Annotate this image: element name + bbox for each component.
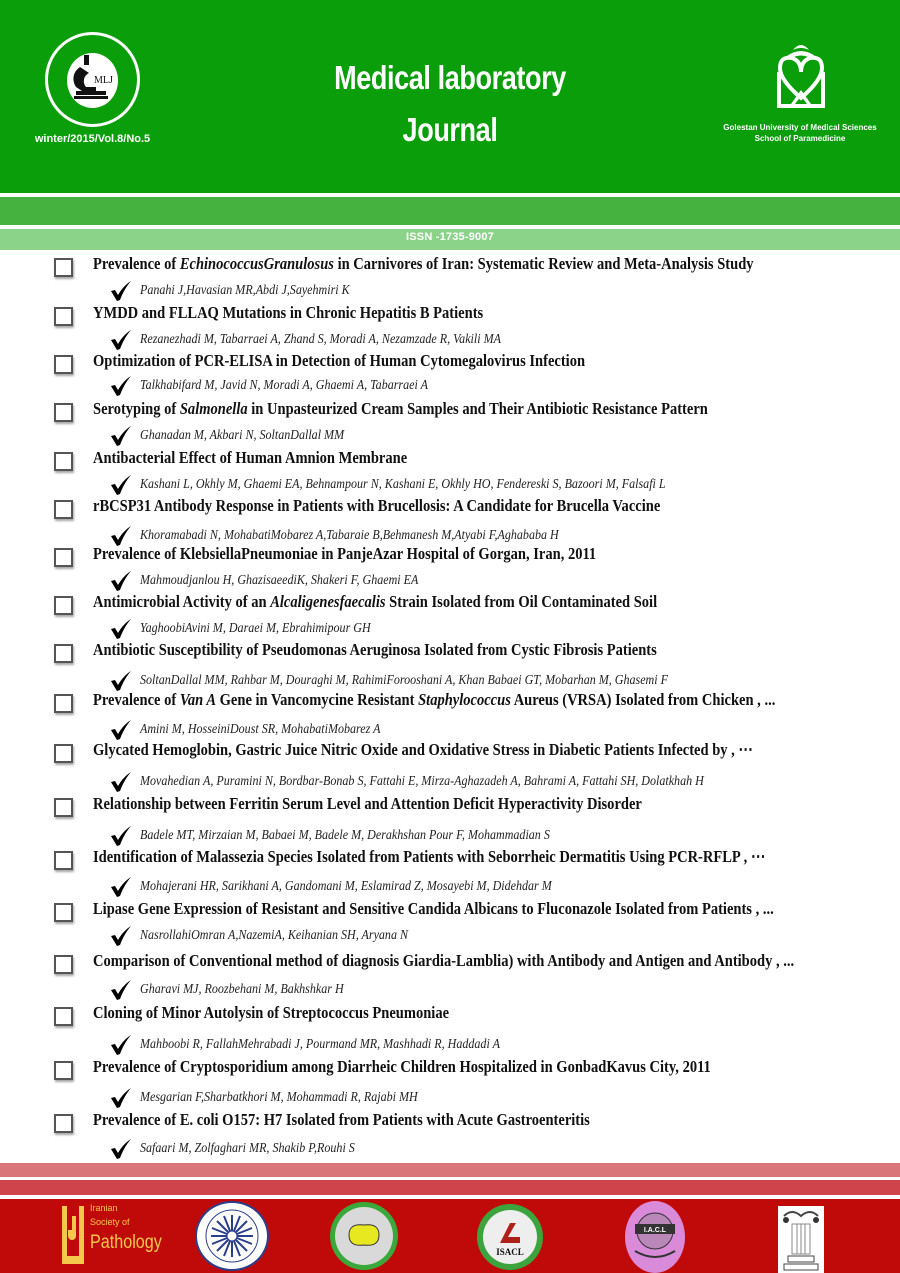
article-title-text: Serotyping of bbox=[93, 399, 180, 418]
article-title[interactable] bbox=[93, 847, 765, 867]
journal-logo bbox=[45, 32, 140, 127]
article-authors: Mahboobi R, FallahMehrabadi J, Pourmand MR, Mashhadi R, Haddadi A bbox=[140, 1037, 500, 1052]
checkmark-icon bbox=[110, 671, 132, 691]
checkmark-icon bbox=[110, 526, 132, 546]
article-title-text: Antibacterial Effect of Human Amnion Membrane bbox=[93, 448, 408, 467]
footer-band-pink bbox=[0, 1163, 900, 1177]
university-name bbox=[700, 122, 900, 144]
article-title[interactable] bbox=[93, 1110, 590, 1130]
journal-title-line1: Medical laboratory bbox=[334, 59, 566, 96]
society-line1: Iranian bbox=[90, 1203, 118, 1213]
society-line3: Pathology bbox=[90, 1232, 162, 1253]
green-wreath-seal-icon bbox=[327, 1201, 401, 1271]
article-title[interactable] bbox=[93, 899, 774, 919]
article-authors: SoltanDallal MM, Rahbar M, Douraghi M, RahimiForooshani A, Khan Babaei GT, Mobarhan M, Ghasemi F bbox=[140, 673, 668, 688]
article-checkbox[interactable] bbox=[54, 644, 73, 663]
microscope-icon bbox=[48, 35, 143, 130]
article-title[interactable] bbox=[93, 1057, 711, 1077]
article-title-text: Relationship between Ferritin Serum Level and Attention Deficit Hyperactivity Disorder bbox=[93, 794, 642, 813]
article-title-italic: Van A bbox=[179, 690, 217, 709]
checkmark-icon bbox=[110, 281, 132, 301]
article-authors: Mahmoudjanlou H, GhazisaeediK, Shakeri F, Ghaemi EA bbox=[140, 573, 419, 588]
article-title-text: Lipase Gene Expression of Resistant and Sensitive Candida Albicans to Fluconazole Isolated from Patients , ... bbox=[93, 899, 774, 918]
article-title-italic: EchinococcusGranulosus bbox=[179, 254, 334, 273]
article-title[interactable] bbox=[93, 592, 657, 612]
checkmark-icon bbox=[110, 475, 132, 495]
checkmark-icon bbox=[110, 1088, 132, 1108]
article-title[interactable] bbox=[93, 544, 596, 564]
article-checkbox[interactable] bbox=[54, 1007, 73, 1026]
article-title[interactable] bbox=[93, 351, 585, 371]
article-checkbox[interactable] bbox=[54, 744, 73, 763]
article-title-text: in Carnivores of Iran: Systematic Review and Meta-Analysis Study bbox=[333, 254, 754, 273]
article-checkbox[interactable] bbox=[54, 851, 73, 870]
article-title-text: Strain Isolated from Oil Contaminated Soil bbox=[385, 592, 658, 611]
header-band bbox=[0, 197, 900, 225]
article-authors: Talkhabifard M, Javid N, Moradi A, Ghaemi A, Tabarraei A bbox=[140, 378, 428, 393]
article-checkbox[interactable] bbox=[54, 307, 73, 326]
article-title-text: Antimicrobial Activity of an bbox=[93, 592, 271, 611]
article-authors: Rezanezhadi M, Tabarraei A, Zhand S, Moradi A, Nezamzade R, Vakili MA bbox=[140, 332, 501, 347]
article-title-text: Comparison of Conventional method of diagnosis Giardia-Lamblia) with Antibody and Antigen and Antibody , ... bbox=[93, 951, 795, 970]
checkmark-icon bbox=[110, 980, 132, 1000]
article-title[interactable] bbox=[93, 951, 794, 971]
checkmark-icon bbox=[110, 826, 132, 846]
society-line2: Society of bbox=[90, 1217, 130, 1227]
article-title-text: Aureus (VRSA) Isolated from Chicken , ... bbox=[510, 690, 776, 709]
checkmark-icon bbox=[110, 426, 132, 446]
article-title-text: Cloning of Minor Autolysin of Streptococcus Pneumoniae bbox=[93, 1003, 450, 1022]
iacl-seal bbox=[625, 1201, 685, 1273]
article-title[interactable] bbox=[93, 1003, 449, 1023]
article-title-text: Prevalence of bbox=[93, 690, 180, 709]
article-title[interactable] bbox=[93, 303, 483, 323]
university-logo-icon bbox=[775, 42, 827, 112]
iranian-society-of-pathology-logo bbox=[62, 1201, 162, 1271]
article-authors: Mohajerani HR, Sarikhani A, Gandomani M, Eslamirad Z, Mosayebi M, Didehdar M bbox=[140, 879, 552, 894]
article-checkbox[interactable] bbox=[54, 798, 73, 817]
checkmark-icon bbox=[110, 877, 132, 897]
article-title-italic: Staphylococcus bbox=[418, 690, 511, 709]
article-authors: Amini M, HosseiniDoust SR, MohabatiMobarez A bbox=[140, 722, 381, 737]
iacl-seal-icon bbox=[625, 1201, 685, 1273]
sunburst-seal-icon bbox=[197, 1203, 267, 1269]
university-line1: Golestan University of Medical Sciences bbox=[723, 123, 877, 132]
issue-info: winter/2015/Vol.8/No.5 bbox=[34, 133, 151, 145]
article-title-text: Prevalence of E. coli O157: H7 Isolated from Patients with Acute Gastroenteritis bbox=[93, 1110, 590, 1129]
article-checkbox[interactable] bbox=[54, 258, 73, 277]
article-title[interactable] bbox=[93, 690, 775, 710]
svg-text:ISACL: ISACL bbox=[496, 1247, 524, 1257]
checkmark-icon bbox=[110, 619, 132, 639]
checkmark-icon bbox=[110, 330, 132, 350]
article-title-text: YMDD and FLLAQ Mutations in Chronic Hepatitis B Patients bbox=[93, 303, 484, 322]
checkmark-icon bbox=[110, 1035, 132, 1055]
article-authors: Khoramabadi N, MohabatiMobarez A,Tabaraie B,Behmanesh M,Atyabi F,Aghababa H bbox=[140, 528, 559, 543]
article-authors: Panahi J,Havasian MR,Abdi J,Sayehmiri K bbox=[140, 283, 350, 298]
article-checkbox[interactable] bbox=[54, 1061, 73, 1080]
article-title[interactable] bbox=[93, 496, 660, 516]
article-checkbox[interactable] bbox=[54, 903, 73, 922]
article-authors: Movahedian A, Puramini N, Bordbar-Bonab S, Fattahi E, Mirza-Aghazadeh A, Bahrami A, Fattahi SH, Dolatkhah H bbox=[140, 774, 704, 789]
article-title-italic: Alcaligenesfaecalis bbox=[270, 592, 386, 611]
article-title-text: Antibiotic Susceptibility of Pseudomonas Aeruginosa Isolated from Cystic Fibrosis Patients bbox=[93, 640, 657, 659]
column-logo-icon bbox=[778, 1206, 824, 1273]
article-checkbox[interactable] bbox=[54, 355, 73, 374]
checkmark-icon bbox=[110, 376, 132, 396]
checkmark-icon bbox=[110, 1139, 132, 1159]
article-title-text: Prevalence of bbox=[93, 254, 180, 273]
article-checkbox[interactable] bbox=[54, 403, 73, 422]
university-line2: School of Paramedicine bbox=[754, 134, 846, 143]
article-authors: Badele MT, Mirzaian M, Babaei M, Badele M, Derakhshan Pour F, Mohammadian S bbox=[140, 828, 550, 843]
isacl-seal bbox=[473, 1203, 547, 1271]
article-authors: Mesgarian F,Sharbatkhori M, Mohammadi R, Rajabi MH bbox=[140, 1090, 418, 1105]
article-title-text: Glycated Hemoglobin, Gastric Juice Nitric Oxide and Oxidative Stress in Diabetic Patients Infected by , ⋯ bbox=[93, 740, 753, 759]
checkmark-icon bbox=[110, 720, 132, 740]
article-authors: Kashani L, Okhly M, Ghaemi EA, Behnampour N, Kashani E, Okhly HO, Fendereski S, Bazoori M, Falsafi L bbox=[140, 477, 666, 492]
svg-text:I.A.C.L: I.A.C.L bbox=[643, 1227, 667, 1234]
article-title-text: Prevalence of KlebsiellaPneumoniae in PanjeAzar Hospital of Gorgan, Iran, 2011 bbox=[93, 544, 597, 563]
article-title[interactable] bbox=[93, 399, 708, 419]
issn: ISSN -1735-9007 bbox=[406, 231, 494, 243]
article-title-italic: Salmonella bbox=[179, 399, 248, 418]
article-title[interactable] bbox=[93, 448, 407, 468]
article-title-text: Gene in Vancomycine Resistant bbox=[216, 690, 419, 709]
article-checkbox[interactable] bbox=[54, 694, 73, 713]
article-title-text: Prevalence of Cryptosporidium among Diarrheic Children Hospitalized in GonbadKavus City, 2011 bbox=[93, 1057, 711, 1076]
article-title[interactable] bbox=[93, 640, 657, 660]
article-title-text: Optimization of PCR-ELISA in Detection of Human Cytomegalovirus Infection bbox=[93, 351, 586, 370]
article-checkbox[interactable] bbox=[54, 500, 73, 519]
article-checkbox[interactable] bbox=[54, 596, 73, 615]
footer-band-red bbox=[0, 1180, 900, 1195]
pathology-mark-icon bbox=[62, 1206, 84, 1264]
article-title[interactable] bbox=[93, 794, 642, 814]
article-title-text: Identification of Malassezia Species Isolated from Patients with Seborrheic Dermatitis Using PCR-RFLP , ⋯ bbox=[93, 847, 766, 866]
article-checkbox[interactable] bbox=[54, 955, 73, 974]
checkmark-icon bbox=[110, 926, 132, 946]
article-checkbox[interactable] bbox=[54, 452, 73, 471]
article-title-text: rBCSP31 Antibody Response in Patients with Brucellosis: A Candidate for Brucella Vaccine bbox=[93, 496, 661, 515]
svg-text:MLJ: MLJ bbox=[94, 75, 113, 86]
checkmark-icon bbox=[110, 772, 132, 792]
article-authors: Ghanadan M, Akbari N, SoltanDallal MM bbox=[140, 428, 345, 443]
article-checkbox[interactable] bbox=[54, 548, 73, 567]
article-title[interactable] bbox=[93, 254, 754, 274]
journal-title bbox=[286, 52, 614, 156]
journal-title-line2: Journal bbox=[402, 111, 498, 148]
article-checkbox[interactable] bbox=[54, 1114, 73, 1133]
article-authors: Gharavi MJ, Roozbehani M, Bakhshkar H bbox=[140, 982, 344, 997]
article-title[interactable] bbox=[93, 740, 753, 760]
checkmark-icon bbox=[110, 571, 132, 591]
article-authors: NasrollahiOmran A,NazemiA, Keihanian SH, Aryana N bbox=[140, 928, 409, 943]
iranian-society-of-parasitology-seal bbox=[195, 1201, 269, 1271]
isacl-seal-icon bbox=[473, 1203, 547, 1271]
article-authors: YaghoobiAvini M, Daraei M, Ebrahimipour GH bbox=[140, 621, 371, 636]
article-authors: Safaari M, Zolfaghari MR, Shakib P,Rouhi S bbox=[140, 1141, 355, 1156]
article-title-text: in Unpasteurized Cream Samples and Their Antibiotic Resistance Pattern bbox=[247, 399, 708, 418]
